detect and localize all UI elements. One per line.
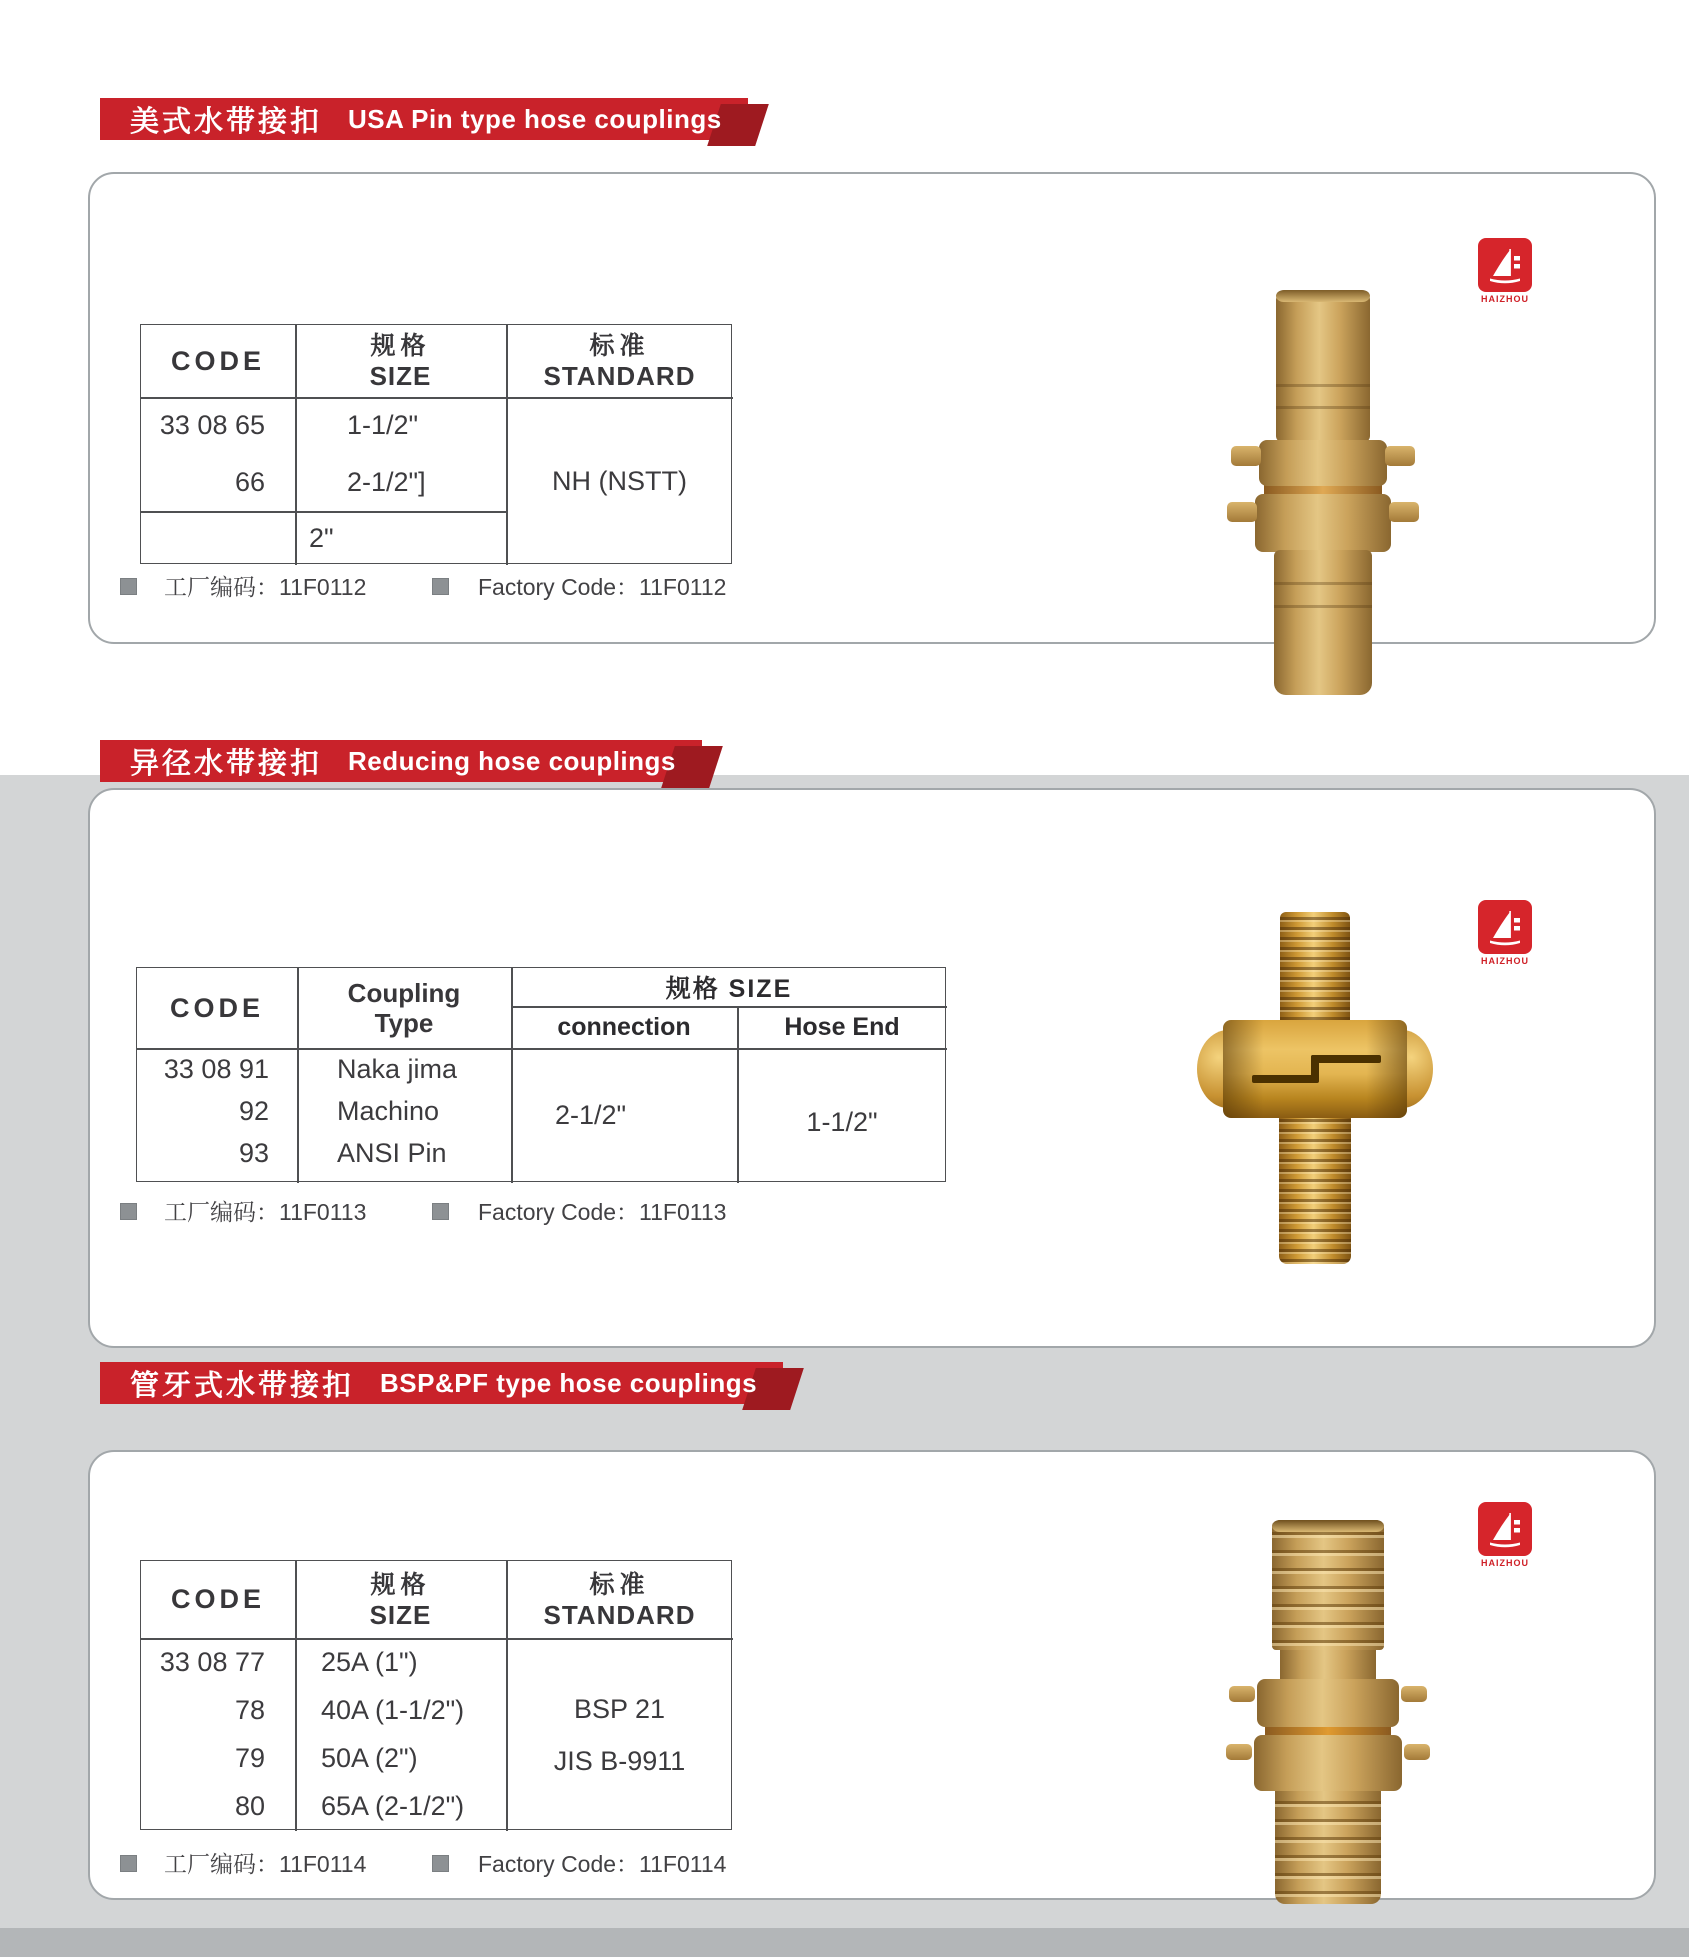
- page-bottom-shadow: [0, 1928, 1689, 1957]
- coupling-center-nut: [1197, 1020, 1433, 1118]
- size-value: 2": [309, 522, 334, 553]
- code-value: 80: [234, 1791, 265, 1821]
- banner-title-en: USA Pin type hose couplings: [348, 103, 722, 134]
- column-header-size: [295, 1561, 506, 1638]
- nut-slot: [1311, 1055, 1319, 1082]
- usa-pin-table: [140, 324, 732, 564]
- size-value: 50A (2"): [321, 1742, 418, 1773]
- banner-title-en: BSP&PF type hose couplings: [380, 1367, 758, 1398]
- size-group-header: 规格 SIZE: [665, 975, 793, 1003]
- sail-icon: [1485, 245, 1525, 285]
- size-header-en: SIZE: [369, 1599, 432, 1630]
- ribbed-hose-shank: [1275, 1789, 1381, 1904]
- factory-code-zh: 工厂编码：11F0113: [164, 1199, 367, 1225]
- coupling-hose-shank: [1276, 290, 1370, 442]
- sail-icon: [1485, 1509, 1525, 1549]
- square-bullet-icon: [432, 578, 449, 595]
- connection-value: 2-1/2": [555, 1100, 627, 1130]
- bsp-pf-coupling-image: [1213, 1520, 1443, 1904]
- square-bullet-icon: [120, 1203, 137, 1220]
- shank-ring: [1276, 384, 1370, 387]
- haizhou-logo: [1470, 900, 1540, 966]
- coupling-joint-seam: [1265, 1727, 1391, 1735]
- factory-code-en: Factory Code：11F0113: [478, 1199, 727, 1225]
- ribbed-hose-shank: [1279, 1114, 1351, 1264]
- nut-slot: [1311, 1055, 1381, 1063]
- standard-line: BSP 21: [573, 1693, 666, 1724]
- hose-end-value: 1-1/2": [806, 1107, 878, 1137]
- banner-title-zh: 管牙式水带接扣: [130, 1369, 355, 1402]
- logo-square: [1478, 238, 1532, 292]
- code-value: 93: [238, 1137, 269, 1168]
- factory-code-en: Factory Code：11F0112: [478, 574, 727, 600]
- column-header-standard: [506, 325, 733, 397]
- square-bullet-icon: [120, 578, 137, 595]
- column-header-code: CODE: [170, 345, 265, 376]
- column-header-size: [295, 325, 506, 397]
- standard-header-en: STANDARD: [543, 361, 696, 391]
- shank-ring: [1274, 605, 1372, 608]
- standard-value: NH (NSTT): [552, 465, 687, 496]
- ribbed-hose-shank: [1272, 1520, 1384, 1650]
- nut-slot: [1252, 1075, 1318, 1083]
- ribbed-hose-shank: [1280, 912, 1350, 1024]
- column-header-code: CODE: [169, 992, 264, 1023]
- factory-code-zh: 工厂编码：11F0114: [164, 1851, 367, 1877]
- standard-line: JIS B-9911: [553, 1745, 686, 1776]
- standard-value: [506, 1638, 733, 1831]
- code-value: 66: [234, 466, 265, 497]
- shank-ring: [1276, 406, 1370, 409]
- shank-rim: [1272, 1520, 1384, 1532]
- coupling-neck: [1280, 1648, 1376, 1680]
- shank-rim: [1276, 290, 1370, 302]
- coupling-pin: [1385, 446, 1415, 466]
- bsp-pf-table: [140, 1560, 732, 1830]
- reducing-table: [136, 967, 946, 1182]
- hose-end-header: Hose End: [784, 1012, 900, 1041]
- standard-header-en: STANDARD: [543, 1599, 696, 1630]
- code-value: 79: [234, 1742, 265, 1773]
- coupling-collar: [1255, 494, 1391, 552]
- code-value: 33 08 91: [163, 1053, 269, 1084]
- factory-code-zh: 工厂编码：11F0112: [164, 574, 367, 600]
- square-bullet-icon: [432, 1203, 449, 1220]
- coupling-hose-shank: [1274, 550, 1372, 695]
- square-bullet-icon: [120, 1855, 137, 1872]
- usa-pin-coupling-image: [1213, 290, 1433, 695]
- logo-square: [1478, 900, 1532, 954]
- section-banner-usa-pin: [100, 98, 748, 140]
- size-value: 40A (1-1/2"): [321, 1694, 465, 1725]
- section-banner-reducing: [100, 740, 702, 782]
- coupling-pin: [1229, 1686, 1255, 1702]
- coupling-type-line1: Coupling: [347, 978, 461, 1008]
- nut-drum: [1223, 1020, 1407, 1118]
- connection-header: connection: [557, 1012, 691, 1041]
- coupling-collar: [1254, 1735, 1402, 1791]
- size-header-zh: 规格: [370, 332, 431, 360]
- coupling-pin: [1389, 502, 1419, 522]
- size-value: 2-1/2"]: [347, 466, 426, 497]
- banner-title-en: Reducing hose couplings: [348, 745, 676, 776]
- size-header-zh: 规格: [370, 1570, 431, 1599]
- size-value: 65A (2-1/2"): [321, 1791, 465, 1821]
- shank-ring: [1274, 582, 1372, 585]
- column-header-code: CODE: [170, 1584, 265, 1614]
- coupling-type-line2: Type: [374, 1008, 434, 1038]
- code-value: 92: [238, 1095, 269, 1126]
- section-banner-bsp-pf: [100, 1362, 783, 1404]
- coupling-pin: [1404, 1744, 1430, 1760]
- logo-square: [1478, 1502, 1532, 1556]
- coupling-pin: [1227, 502, 1257, 522]
- code-value: 78: [234, 1694, 265, 1725]
- code-value: 33 08 77: [159, 1646, 265, 1677]
- banner-title-zh: 异径水带接扣: [130, 747, 323, 780]
- coupling-type-value: Naka jima: [337, 1053, 458, 1084]
- sail-icon: [1485, 907, 1525, 947]
- coupling-type-value: ANSI Pin: [337, 1137, 447, 1168]
- size-header-en: SIZE: [369, 361, 432, 391]
- size-value: 25A (1"): [321, 1646, 418, 1677]
- coupling-collar: [1259, 440, 1387, 486]
- factory-code-en: Factory Code：11F0114: [478, 1851, 727, 1877]
- logo-caption: HAIZHOU: [1481, 294, 1529, 304]
- logo-caption: HAIZHOU: [1481, 956, 1529, 966]
- reducing-coupling-image: [1197, 912, 1433, 1264]
- size-value: 1-1/2": [347, 409, 419, 440]
- coupling-type-value: Machino: [337, 1095, 440, 1126]
- haizhou-logo: [1470, 1502, 1540, 1568]
- banner-title-zh: 美式水带接扣: [130, 105, 323, 138]
- haizhou-logo: [1470, 238, 1540, 304]
- square-bullet-icon: [432, 1855, 449, 1872]
- coupling-pin: [1401, 1686, 1427, 1702]
- coupling-pin: [1226, 1744, 1252, 1760]
- column-header-standard: [506, 1561, 733, 1638]
- logo-caption: HAIZHOU: [1481, 1558, 1529, 1568]
- coupling-collar: [1257, 1679, 1399, 1727]
- column-header-coupling-type: [297, 968, 511, 1048]
- standard-header-zh: 标准: [589, 332, 650, 360]
- standard-header-zh: 标准: [589, 1570, 650, 1599]
- coupling-pin: [1231, 446, 1261, 466]
- code-value: 33 08 65: [159, 409, 265, 440]
